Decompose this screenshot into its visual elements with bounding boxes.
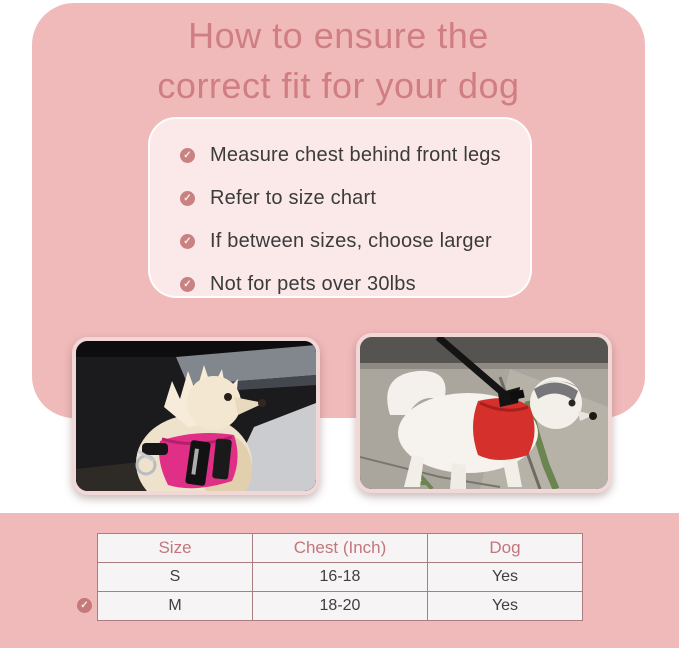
cell-size: M [98, 592, 253, 621]
cell-dog: Yes [428, 592, 583, 621]
table-header-row [98, 534, 583, 563]
column-header-size: Size [98, 534, 253, 563]
photo-dog-pink-harness [72, 337, 320, 495]
selected-row-checkmark-icon: ✓ [77, 598, 92, 613]
page-title-line1: How to ensure the [188, 15, 489, 56]
column-header-chest: Chest (Inch) [253, 534, 428, 563]
list-item [180, 177, 530, 220]
checklist-item-label: If between sizes, choose larger [210, 230, 492, 252]
car-dog-illustration [76, 341, 316, 491]
list-item [180, 220, 530, 263]
photo-dog-red-harness [356, 333, 612, 493]
cell-chest: 18-20 [253, 592, 428, 621]
page-title-line2: correct fit for your dog [157, 65, 520, 106]
page-title [32, 11, 645, 111]
cell-chest: 16-18 [253, 563, 428, 592]
table-row-size-s [98, 563, 583, 592]
list-item [180, 263, 530, 306]
cell-size: S [98, 563, 253, 592]
checkmark-icon: ✓ [180, 148, 195, 163]
list-item [180, 134, 530, 177]
checkmark-icon: ✓ [180, 191, 195, 206]
checklist-item-label: Not for pets over 30lbs [210, 273, 416, 295]
size-chart-band [0, 513, 679, 648]
column-header-dog: Dog [428, 534, 583, 563]
checklist-item-label: Measure chest behind front legs [210, 144, 501, 166]
cell-dog: Yes [428, 563, 583, 592]
size-table [97, 533, 583, 621]
checkmark-icon: ✓ [180, 277, 195, 292]
checkmark-icon: ✓ [180, 234, 195, 249]
checklist-item-label: Refer to size chart [210, 187, 377, 209]
checklist-card [148, 117, 532, 298]
table-row-size-m [98, 592, 583, 621]
sidewalk-dog-illustration [360, 337, 608, 489]
